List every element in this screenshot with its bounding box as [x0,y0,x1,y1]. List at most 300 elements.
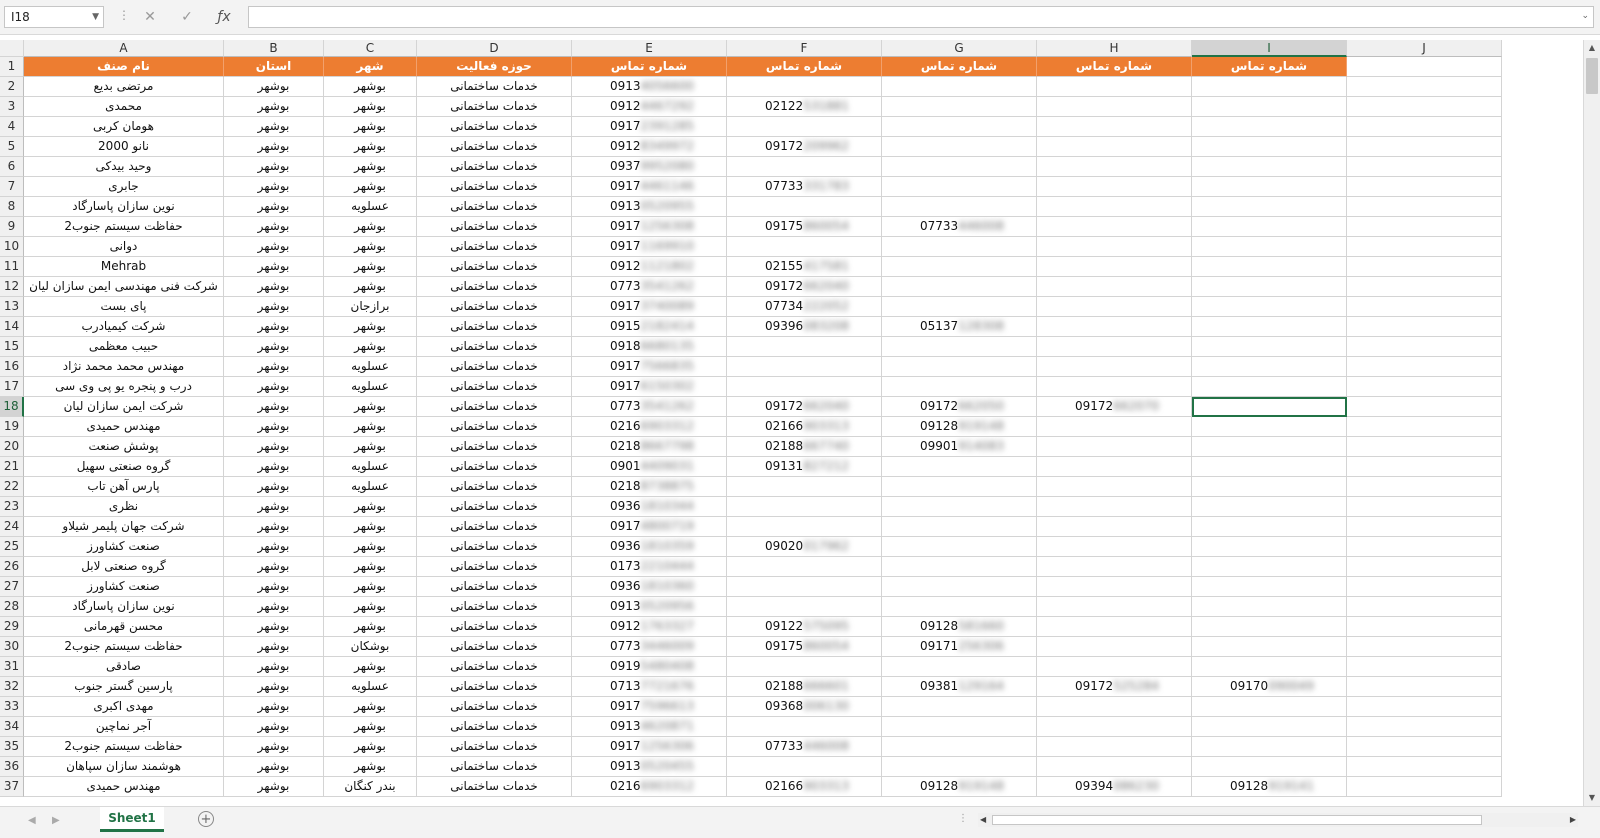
phone-cell[interactable] [727,477,882,497]
phone-cell[interactable] [727,417,882,437]
empty-cell[interactable] [1347,577,1502,597]
cell-a[interactable]: وحید بیدکی [24,157,224,177]
cell-c[interactable]: بوشهر [324,737,417,757]
cell-c[interactable]: بوشهر [324,257,417,277]
phone-cell[interactable] [1192,197,1347,217]
phone-cell[interactable] [1192,517,1347,537]
phone-cell[interactable] [882,637,1037,657]
sheet-tab-sheet1[interactable]: Sheet1 [100,807,164,832]
cell-c[interactable]: بوشهر [324,537,417,557]
cell-b[interactable]: بوشهر [224,357,324,377]
row-header[interactable]: 24 [0,517,24,537]
phone-cell[interactable] [572,437,727,457]
cell-b[interactable]: بوشهر [224,557,324,577]
phone-cell[interactable] [882,357,1037,377]
empty-cell[interactable] [1347,397,1502,417]
phone-cell[interactable] [572,157,727,177]
phone-cell[interactable] [727,437,882,457]
phone-cell[interactable] [727,777,882,797]
cell-d[interactable]: خدمات ساختمانی [417,717,572,737]
cell-b[interactable]: بوشهر [224,437,324,457]
empty-cell[interactable] [1347,777,1502,797]
row-header[interactable]: 37 [0,777,24,797]
row-header[interactable]: 5 [0,137,24,157]
phone-cell[interactable] [1192,757,1347,777]
row-header[interactable]: 18 [0,397,24,417]
empty-cell[interactable] [1347,197,1502,217]
cell-b[interactable]: بوشهر [224,317,324,337]
row-header[interactable]: 19 [0,417,24,437]
cell-d[interactable]: خدمات ساختمانی [417,357,572,377]
phone-cell[interactable] [572,477,727,497]
cell-d[interactable]: خدمات ساختمانی [417,597,572,617]
cell-b[interactable]: بوشهر [224,117,324,137]
row-header[interactable]: 1 [0,57,24,77]
phone-cell[interactable] [882,257,1037,277]
phone-cell[interactable] [1192,77,1347,97]
phone-cell[interactable] [572,757,727,777]
row-header[interactable]: 20 [0,437,24,457]
header-cell-j[interactable] [1347,57,1502,77]
phone-cell[interactable] [882,417,1037,437]
phone-cell[interactable] [882,137,1037,157]
phone-cell[interactable] [882,537,1037,557]
phone-cell[interactable] [1192,257,1347,277]
cell-c[interactable]: بوشهر [324,597,417,617]
row-header[interactable]: 25 [0,537,24,557]
expand-formula-icon[interactable]: ⌄ [1581,11,1589,21]
phone-cell[interactable] [1192,297,1347,317]
phone-cell[interactable] [572,257,727,277]
phone-cell[interactable] [882,397,1037,417]
phone-cell[interactable] [572,717,727,737]
cell-d[interactable]: خدمات ساختمانی [417,577,572,597]
header-cell-g[interactable]: شماره تماس [882,57,1037,77]
phone-cell[interactable] [882,117,1037,137]
row-header[interactable]: 15 [0,337,24,357]
phone-cell[interactable] [727,497,882,517]
phone-cell[interactable] [1037,217,1192,237]
phone-cell[interactable] [882,317,1037,337]
phone-cell[interactable] [572,117,727,137]
cell-b[interactable]: بوشهر [224,197,324,217]
cell-c[interactable]: عسلویه [324,477,417,497]
cell-a[interactable]: نانو 2000 [24,137,224,157]
horizontal-scroll-thumb[interactable] [992,815,1482,825]
phone-cell[interactable] [572,397,727,417]
cell-a[interactable]: آجر نماچین [24,717,224,737]
cell-c[interactable]: بوشهر [324,577,417,597]
phone-cell[interactable] [727,137,882,157]
empty-cell[interactable] [1347,157,1502,177]
row-header[interactable]: 17 [0,377,24,397]
phone-cell[interactable] [882,77,1037,97]
cell-d[interactable]: خدمات ساختمانی [417,557,572,577]
phone-cell[interactable] [1037,517,1192,537]
phone-cell[interactable] [727,337,882,357]
empty-cell[interactable] [1347,377,1502,397]
header-cell-f[interactable]: شماره تماس [727,57,882,77]
header-cell-e[interactable]: شماره تماس [572,57,727,77]
empty-cell[interactable] [1347,177,1502,197]
phone-cell[interactable] [1037,297,1192,317]
cell-d[interactable]: خدمات ساختمانی [417,297,572,317]
column-header-j[interactable]: J [1347,40,1502,57]
cell-c[interactable]: بوشهر [324,217,417,237]
header-cell-a[interactable]: نام صنف [24,57,224,77]
row-header[interactable]: 32 [0,677,24,697]
phone-cell[interactable] [1192,237,1347,257]
cell-b[interactable]: بوشهر [224,617,324,637]
phone-cell[interactable] [572,537,727,557]
empty-cell[interactable] [1347,97,1502,117]
phone-cell[interactable] [1037,157,1192,177]
phone-cell[interactable] [1037,317,1192,337]
empty-cell[interactable] [1347,437,1502,457]
cell-c[interactable]: بوشهر [324,97,417,117]
cell-b[interactable]: بوشهر [224,657,324,677]
phone-cell[interactable] [572,557,727,577]
chevron-down-icon[interactable]: ▼ [92,12,99,22]
empty-cell[interactable] [1347,717,1502,737]
empty-cell[interactable] [1347,257,1502,277]
phone-cell[interactable] [727,577,882,597]
phone-cell[interactable] [1037,237,1192,257]
phone-cell[interactable] [882,297,1037,317]
phone-cell[interactable] [882,97,1037,117]
cell-d[interactable]: خدمات ساختمانی [417,617,572,637]
phone-cell[interactable] [572,137,727,157]
phone-cell[interactable] [727,317,882,337]
phone-cell[interactable] [727,297,882,317]
row-header[interactable]: 33 [0,697,24,717]
cell-c[interactable]: عسلویه [324,677,417,697]
cell-a[interactable]: حفاظت سیستم جنوب2 [24,217,224,237]
phone-cell[interactable] [1037,377,1192,397]
cell-a[interactable]: صنعت کشاورز [24,537,224,557]
row-header[interactable]: 9 [0,217,24,237]
cell-c[interactable]: بوشهر [324,757,417,777]
cell-a[interactable]: نوین سازان پاسارگاد [24,597,224,617]
cell-a[interactable]: نوین سازان پاسارگاد [24,197,224,217]
phone-cell[interactable] [1037,597,1192,617]
row-header[interactable]: 6 [0,157,24,177]
cell-d[interactable]: خدمات ساختمانی [417,137,572,157]
empty-cell[interactable] [1347,537,1502,557]
scroll-right-icon[interactable]: ▶ [1569,815,1576,824]
phone-cell[interactable] [1037,537,1192,557]
cell-c[interactable]: بوشهر [324,497,417,517]
phone-cell[interactable] [1037,557,1192,577]
phone-cell[interactable] [572,737,727,757]
phone-cell[interactable] [882,777,1037,797]
phone-cell[interactable] [1037,177,1192,197]
cell-d[interactable]: خدمات ساختمانی [417,117,572,137]
phone-cell[interactable] [1192,557,1347,577]
cell-d[interactable]: خدمات ساختمانی [417,277,572,297]
column-header-e[interactable]: E [572,40,727,57]
cell-d[interactable]: خدمات ساختمانی [417,77,572,97]
column-header-i[interactable]: I [1192,40,1347,57]
row-header[interactable]: 3 [0,97,24,117]
cell-c[interactable]: بوشکان [324,637,417,657]
cell-b[interactable]: بوشهر [224,217,324,237]
phone-cell[interactable] [572,277,727,297]
empty-cell[interactable] [1347,557,1502,577]
row-header[interactable]: 29 [0,617,24,637]
phone-cell[interactable] [572,297,727,317]
cell-b[interactable]: بوشهر [224,137,324,157]
column-header-h[interactable]: H [1037,40,1192,57]
phone-cell[interactable] [1037,657,1192,677]
phone-cell[interactable] [572,577,727,597]
cell-c[interactable]: عسلویه [324,377,417,397]
phone-cell[interactable] [1192,417,1347,437]
phone-cell[interactable] [1037,337,1192,357]
phone-cell[interactable] [1037,637,1192,657]
phone-cell[interactable] [1192,357,1347,377]
phone-cell[interactable] [572,457,727,477]
insert-function-icon[interactable]: ƒx [217,9,231,25]
cell-a[interactable]: مهندس حمیدی [24,777,224,797]
phone-cell[interactable] [727,617,882,637]
cell-a[interactable]: پای بست [24,297,224,317]
phone-cell[interactable] [727,457,882,477]
cell-c[interactable]: بوشهر [324,717,417,737]
empty-cell[interactable] [1347,517,1502,537]
cell-c[interactable]: بوشهر [324,657,417,677]
cell-a[interactable]: صادقی [24,657,224,677]
cell-d[interactable]: خدمات ساختمانی [417,457,572,477]
cell-b[interactable]: بوشهر [224,177,324,197]
formula-input[interactable] [248,6,1594,28]
phone-cell[interactable] [1192,777,1347,797]
phone-cell[interactable] [882,437,1037,457]
empty-cell[interactable] [1347,417,1502,437]
cell-a[interactable]: محمدی [24,97,224,117]
row-header[interactable]: 27 [0,577,24,597]
row-header[interactable]: 14 [0,317,24,337]
cell-a[interactable]: حفاظت سیستم جنوب2 [24,737,224,757]
phone-cell[interactable] [1037,197,1192,217]
phone-cell[interactable] [1192,117,1347,137]
phone-cell[interactable] [882,597,1037,617]
cell-b[interactable]: بوشهر [224,257,324,277]
cell-c[interactable]: بوشهر [324,177,417,197]
row-header[interactable]: 7 [0,177,24,197]
phone-cell[interactable] [1192,677,1347,697]
cell-c[interactable]: بوشهر [324,317,417,337]
empty-cell[interactable] [1347,677,1502,697]
empty-cell[interactable] [1347,497,1502,517]
cell-d[interactable]: خدمات ساختمانی [417,757,572,777]
empty-cell[interactable] [1347,237,1502,257]
phone-cell[interactable] [572,417,727,437]
cell-c[interactable]: بندر کنگان [324,777,417,797]
selected-cell[interactable] [1192,397,1347,417]
phone-cell[interactable] [882,697,1037,717]
phone-cell[interactable] [572,617,727,637]
row-header[interactable]: 2 [0,77,24,97]
empty-cell[interactable] [1347,737,1502,757]
phone-cell[interactable] [1037,97,1192,117]
empty-cell[interactable] [1347,137,1502,157]
phone-cell[interactable] [1037,357,1192,377]
scroll-left-icon[interactable]: ◀ [980,815,987,824]
phone-cell[interactable] [1192,657,1347,677]
cell-d[interactable]: خدمات ساختمانی [417,637,572,657]
header-cell-h[interactable]: شماره تماس [1037,57,1192,77]
phone-cell[interactable] [1037,457,1192,477]
header-cell-b[interactable]: استان [224,57,324,77]
cell-c[interactable]: بوشهر [324,557,417,577]
empty-cell[interactable] [1347,77,1502,97]
cell-d[interactable]: خدمات ساختمانی [417,697,572,717]
phone-cell[interactable] [1192,477,1347,497]
cell-b[interactable]: بوشهر [224,637,324,657]
phone-cell[interactable] [1192,377,1347,397]
cell-a[interactable]: مهندس حمیدی [24,417,224,437]
cell-a[interactable]: مهدی اکبری [24,697,224,717]
column-header-g[interactable]: G [882,40,1037,57]
phone-cell[interactable] [882,477,1037,497]
phone-cell[interactable] [1037,757,1192,777]
cell-d[interactable]: خدمات ساختمانی [417,737,572,757]
phone-cell[interactable] [572,177,727,197]
cell-a[interactable]: دوانی [24,237,224,257]
row-header[interactable]: 10 [0,237,24,257]
phone-cell[interactable] [882,557,1037,577]
cell-a[interactable]: درب و پنجره یو پی وی سی [24,377,224,397]
cell-b[interactable]: بوشهر [224,277,324,297]
row-header[interactable]: 22 [0,477,24,497]
empty-cell[interactable] [1347,217,1502,237]
empty-cell[interactable] [1347,117,1502,137]
cell-d[interactable]: خدمات ساختمانی [417,237,572,257]
phone-cell[interactable] [572,677,727,697]
cell-b[interactable]: بوشهر [224,397,324,417]
phone-cell[interactable] [1037,437,1192,457]
cell-c[interactable]: بوشهر [324,397,417,417]
cell-b[interactable]: بوشهر [224,337,324,357]
phone-cell[interactable] [1192,217,1347,237]
row-header[interactable]: 4 [0,117,24,137]
column-header-f[interactable]: F [727,40,882,57]
phone-cell[interactable] [882,157,1037,177]
cell-c[interactable]: برازجان [324,297,417,317]
cell-b[interactable]: بوشهر [224,497,324,517]
row-header[interactable]: 36 [0,757,24,777]
phone-cell[interactable] [572,517,727,537]
splitter-icon[interactable]: ⋮ [958,813,968,824]
phone-cell[interactable] [1192,177,1347,197]
phone-cell[interactable] [727,377,882,397]
row-header[interactable]: 13 [0,297,24,317]
row-header[interactable]: 12 [0,277,24,297]
empty-cell[interactable] [1347,617,1502,637]
phone-cell[interactable] [882,617,1037,637]
phone-cell[interactable] [882,497,1037,517]
phone-cell[interactable] [572,197,727,217]
cell-d[interactable]: خدمات ساختمانی [417,177,572,197]
phone-cell[interactable] [1037,477,1192,497]
cell-c[interactable]: بوشهر [324,617,417,637]
name-box[interactable] [4,6,104,28]
phone-cell[interactable] [882,177,1037,197]
cell-d[interactable]: خدمات ساختمانی [417,477,572,497]
cell-d[interactable]: خدمات ساختمانی [417,537,572,557]
scroll-down-icon[interactable]: ▼ [1588,793,1596,802]
phone-cell[interactable] [727,697,882,717]
phone-cell[interactable] [727,537,882,557]
empty-cell[interactable] [1347,597,1502,617]
cell-b[interactable]: بوشهر [224,517,324,537]
phone-cell[interactable] [727,257,882,277]
cell-a[interactable]: Mehrab [24,257,224,277]
cell-c[interactable]: بوشهر [324,77,417,97]
phone-cell[interactable] [882,377,1037,397]
cell-a[interactable]: هومان کربی [24,117,224,137]
header-cell-c[interactable]: شهر [324,57,417,77]
phone-cell[interactable] [572,357,727,377]
cell-c[interactable]: بوشهر [324,237,417,257]
phone-cell[interactable] [1192,337,1347,357]
select-all-corner[interactable] [0,40,24,57]
phone-cell[interactable] [1192,457,1347,477]
phone-cell[interactable] [1192,537,1347,557]
cell-b[interactable]: بوشهر [224,77,324,97]
cell-c[interactable]: عسلویه [324,197,417,217]
row-header[interactable]: 34 [0,717,24,737]
phone-cell[interactable] [727,597,882,617]
phone-cell[interactable] [1192,597,1347,617]
cell-c[interactable]: بوشهر [324,137,417,157]
cell-a[interactable]: پوشش صنعت [24,437,224,457]
phone-cell[interactable] [727,217,882,237]
phone-cell[interactable] [1192,717,1347,737]
phone-cell[interactable] [727,277,882,297]
phone-cell[interactable] [572,697,727,717]
cell-b[interactable]: بوشهر [224,677,324,697]
phone-cell[interactable] [727,357,882,377]
phone-cell[interactable] [1037,577,1192,597]
cell-d[interactable]: خدمات ساختمانی [417,257,572,277]
cell-b[interactable]: بوشهر [224,697,324,717]
column-header-c[interactable]: C [324,40,417,57]
cell-a[interactable]: مرتضی بدیع [24,77,224,97]
phone-cell[interactable] [1037,77,1192,97]
phone-cell[interactable] [882,277,1037,297]
phone-cell[interactable] [1192,157,1347,177]
cell-a[interactable]: پارس آهن تاب [24,477,224,497]
phone-cell[interactable] [572,777,727,797]
cell-d[interactable]: خدمات ساختمانی [417,677,572,697]
phone-cell[interactable] [1192,277,1347,297]
phone-cell[interactable] [1192,97,1347,117]
phone-cell[interactable] [882,737,1037,757]
column-header-b[interactable]: B [224,40,324,57]
phone-cell[interactable] [1037,417,1192,437]
phone-cell[interactable] [1192,637,1347,657]
cell-a[interactable]: صنعت کشاورز [24,577,224,597]
cell-a[interactable]: محسن قهرمانی [24,617,224,637]
cell-b[interactable]: بوشهر [224,737,324,757]
cell-b[interactable]: بوشهر [224,457,324,477]
phone-cell[interactable] [882,717,1037,737]
phone-cell[interactable] [1037,737,1192,757]
cell-b[interactable]: بوشهر [224,577,324,597]
row-header[interactable]: 16 [0,357,24,377]
